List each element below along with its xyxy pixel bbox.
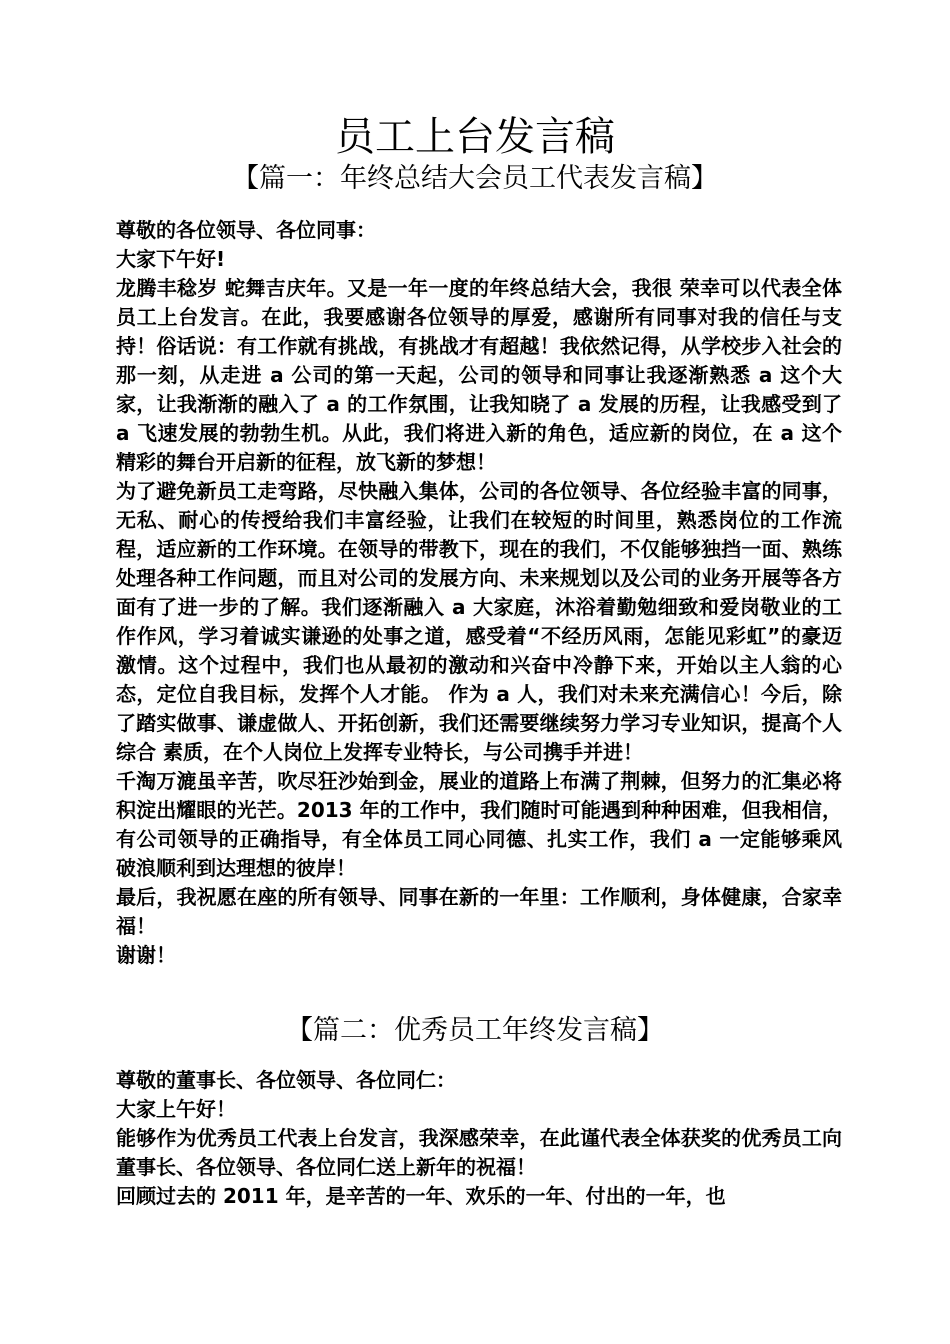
closing: 谢谢！ xyxy=(116,943,176,967)
section-body-1 xyxy=(116,216,842,970)
section-body-2 xyxy=(116,1066,842,1211)
paragraph: 龙腾丰稔岁 蛇舞吉庆年。又是一年一度的年终总结大会，我很 荣幸可以代表全体员工上台发言。在此，我要感谢各位领导的厚爱，感谢所有同事对我的信任与支持！俗话说：有工作就有挑战，有挑战才有超越！我依然记得，从学校步入社会的那一刻，从走进 a 公司的第一天起，公司的领导和同事让我逐渐熟悉 a 这个大家，让我渐渐的融入了 a 的工作氛围，让我知晓了 a 发展的历程，让我感受到了 a 飞速发展的勃勃生机。从此，我们将进入新的角色，适应新的岗位，在 a 这个精彩的舞台开启新的征程，放飞新的梦想！ xyxy=(116,276,842,474)
salutation: 尊敬的董事长、各位领导、各位同仁： xyxy=(116,1068,456,1092)
paragraph: 为了避免新员工走弯路，尽快融入集体，公司的各位领导、各位经验丰富的同事，无私、耐心的传授给我们丰富经验，让我们在较短的时间里，熟悉岗位的工作流程，适应新的工作环境。在领导的带教下，现在的我们，不仅能够独挡一面、熟练处理各种工作问题，而且对公司的发展方向、未来规划以及公司的业务开展等各方面有了进一步的了解。我们逐渐融入 a 大家庭，沐浴着勤勉细致和爱岗敬业的工作作风，学习着诚实谦逊的处事之道，感受着“不经历风雨，怎能见彩虹”的豪迈激情。这个过程中，我们也从最初的激动和兴奋中冷静下来，开始以主人翁的心态，定位自我目标，发挥个人才能。 作为 a 人，我们对未来充满信心！今后，除了踏实做事、谦虚做人、开拓创新，我们还需要继续努力学习专业知识，提高个人综合 素质，在个人岗位上发挥专业特长，与公司携手并进！ xyxy=(116,479,842,764)
greeting: 大家上午好！ xyxy=(116,1097,236,1121)
paragraph: 能够作为优秀员工代表上台发言，我深感荣幸，在此谨代表全体获奖的优秀员工向董事长、各位领导、各位同仁送上新年的祝福！ xyxy=(116,1126,842,1179)
section-heading-1: 【篇一：年终总结大会员工代表发言稿】 xyxy=(232,163,718,194)
paragraph: 回顾过去的 2011 年，是辛苦的一年、欢乐的一年、付出的一年，也 xyxy=(116,1184,726,1208)
paragraph: 最后，我祝愿在座的所有领导、同事在新的一年里：工作顺利，身体健康，合家幸福！ xyxy=(116,885,842,938)
document-title: 员工上台发言稿 xyxy=(335,114,615,160)
section-heading-2: 【篇二：优秀员工年终发言稿】 xyxy=(286,1015,664,1046)
greeting: 大家下午好! xyxy=(116,247,226,271)
salutation: 尊敬的各位领导、各位同事： xyxy=(116,218,376,242)
paragraph: 千淘万漉虽辛苦，吹尽狂沙始到金，展业的道路上布满了荆棘，但努力的汇集必将积淀出耀眼的光芒。2013 年的工作中，我们随时可能遇到种种困难，但我相信，有公司领导的正确指导，有全体员工同心同德、扎实工作，我们 a 一定能够乘风破浪顺利到达理想的彼岸！ xyxy=(116,769,842,880)
